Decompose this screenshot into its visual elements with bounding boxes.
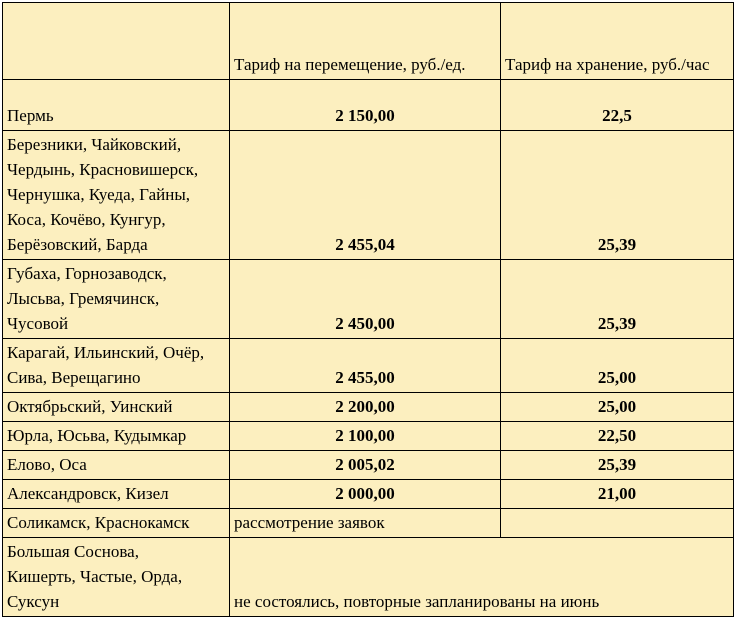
status-note-cell: рассмотрение заявок [230,509,501,538]
storage-tariff-cell: 25,00 [501,393,734,422]
region-cell [3,509,230,538]
move-tariff-cell: 2 000,00 [230,480,501,509]
table-row [3,480,734,509]
region-name: Александровск, Кизел [7,484,169,503]
region-name: Чусовой [7,314,69,333]
storage-tariff-cell: 25,39 [501,131,734,260]
region-cell [3,393,230,422]
status-note-cell: не состоялись, повторные запланированы на июнь [230,538,734,617]
table-row [3,451,734,480]
region-name: Чердынь, Красновишерск, [7,160,199,179]
move-tariff-cell: 2 450,00 [230,260,501,339]
region-name: Чернушка, Куеда, Гайны, [7,185,190,204]
region-name: Березники, Чайковский, [7,135,182,154]
region-cell [3,451,230,480]
region-name: Большая Соснова, [7,542,139,561]
region-name: Сива, Верещагино [7,368,141,387]
region-name: Кишерть, Частые, Орда, [7,567,183,586]
move-tariff-cell: 2 100,00 [230,422,501,451]
region-name: Коса, Кочёво, Кунгур, [7,210,166,229]
table-row [3,131,734,260]
move-tariff-cell: 2 005,02 [230,451,501,480]
move-tariff-cell: 2 200,00 [230,393,501,422]
region-cell [3,538,230,617]
table-row [3,422,734,451]
table-row [3,339,734,393]
header-move-tariff: Тариф на перемещение, руб./ед. [230,3,501,80]
empty-cell [501,509,734,538]
region-cell [3,480,230,509]
region-cell [3,80,230,131]
region-cell [3,260,230,339]
storage-tariff-cell: 25,00 [501,339,734,393]
region-name: Пермь [7,106,54,125]
tariff-table [2,2,734,617]
region-cell [3,422,230,451]
region-cell [3,339,230,393]
move-tariff-cell: 2 150,00 [230,80,501,131]
region-name: Берёзовский, Барда [7,235,148,254]
storage-tariff-cell: 25,39 [501,260,734,339]
storage-tariff-cell: 22,5 [501,80,734,131]
table-row [3,80,734,131]
header-region-cell [3,3,230,80]
table-row [3,509,734,538]
region-name: Губаха, Горнозаводск, [7,264,167,283]
region-name: Юрла, Юсьва, Кудымкар [7,426,187,445]
region-cell [3,131,230,260]
region-name: Суксун [7,592,60,611]
region-name: Лысьва, Гремячинск, [7,289,160,308]
table-row [3,538,734,617]
region-name: Елово, Оса [7,455,87,474]
header-storage-tariff: Тариф на хранение, руб./час [501,3,734,80]
storage-tariff-cell: 21,00 [501,480,734,509]
storage-tariff-cell: 25,39 [501,451,734,480]
move-tariff-cell: 2 455,04 [230,131,501,260]
region-name: Карагай, Ильинский, Очёр, [7,343,205,362]
region-name: Соликамск, Краснокамск [7,513,190,532]
table-row [3,260,734,339]
storage-tariff-cell: 22,50 [501,422,734,451]
move-tariff-cell: 2 455,00 [230,339,501,393]
table-row [3,393,734,422]
table-header-row [3,3,734,80]
region-name: Октябрьский, Уинский [7,397,173,416]
